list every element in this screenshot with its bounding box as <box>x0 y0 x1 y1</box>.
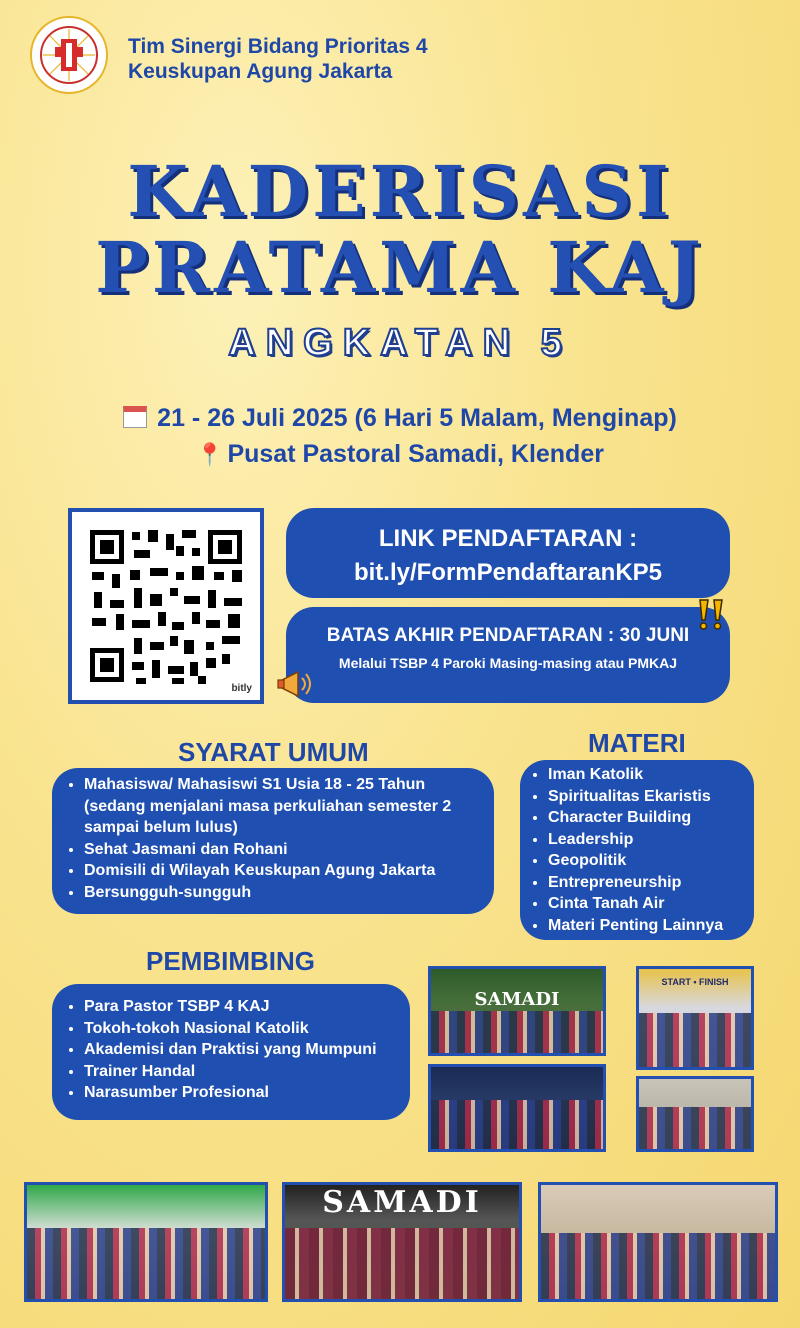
qr-code-icon <box>72 512 260 700</box>
list-item: • Cinta Tanah Air <box>548 893 746 915</box>
start-finish-sign: START • FINISH <box>661 977 729 987</box>
group-crowd <box>285 1228 519 1299</box>
list-item: • Entrepreneurship <box>548 872 746 894</box>
group-crowd <box>431 1100 603 1149</box>
group-crowd <box>639 1013 751 1067</box>
list-item: • Akademisi dan Praktisi yang Mumpuni <box>84 1039 400 1061</box>
event-date-text: 21 - 26 Juli 2025 (6 Hari 5 Malam, Menginap) <box>157 404 677 432</box>
pembimbing-list <box>62 996 400 1104</box>
link-label: LINK PENDAFTARAN : <box>378 525 638 552</box>
list-item: • Materi Penting Lainnya <box>548 915 746 937</box>
list-item: • Mahasiswa/ Mahasiswi S1 Usia 18 - 25 Tahun (sedang menjalani masa perkuliahan semester 2 sampai belum lulus) <box>84 774 484 839</box>
org-line-2: Keuskupan Agung Jakarta <box>128 60 393 83</box>
calendar-icon <box>123 406 147 428</box>
megaphone-icon <box>276 668 316 707</box>
batch-label: ANGKATAN 5 <box>228 322 572 364</box>
list-item: • Sehat Jasmani dan Rohani <box>84 839 484 861</box>
pembimbing-heading: PEMBIMBING <box>146 946 315 976</box>
syarat-list <box>62 774 484 903</box>
list-item: • Para Pastor TSBP 4 KAJ <box>84 996 400 1018</box>
title-line-2: PRATAMA KAJ <box>95 226 705 309</box>
photo-bottom-right <box>538 1182 778 1302</box>
link-url[interactable]: bit.ly/FormPendaftaranKP5 <box>353 559 663 586</box>
registration-qr-code[interactable] <box>68 508 264 704</box>
list-item: • Bersungguh-sungguh <box>84 882 484 904</box>
list-item: • Narasumber Profesional <box>84 1082 400 1104</box>
group-crowd <box>27 1228 265 1299</box>
logo <box>30 16 108 94</box>
photo-start-finish <box>636 966 754 1070</box>
materi-list <box>526 764 746 936</box>
list-item: • Character Building <box>548 807 746 829</box>
list-item: • Trainer Handal <box>84 1061 400 1083</box>
samadi-sign: SAMADI <box>474 989 560 1010</box>
organization-name <box>128 34 428 84</box>
deadline-text: BATAS AKHIR PENDAFTARAN : 30 JUNI <box>326 625 690 646</box>
list-item: • Domisili di Wilayah Keuskupan Agung Jakarta <box>84 860 484 882</box>
syarat-heading: SYARAT UMUM <box>178 737 369 767</box>
event-date <box>0 404 800 433</box>
materi-box <box>520 760 754 940</box>
photo-classroom <box>636 1076 754 1152</box>
materi-heading: MATERI <box>588 728 686 758</box>
pembimbing-box <box>52 984 410 1120</box>
exclamation-icon <box>696 598 726 637</box>
list-item: • Spiritualitas Ekaristis <box>548 786 746 808</box>
list-item: • Leadership <box>548 829 746 851</box>
deadline-pill <box>286 607 730 703</box>
pin-icon: 📍 <box>196 442 224 467</box>
syarat-box <box>52 768 494 914</box>
org-line-1: Tim Sinergi Bidang Prioritas 4 <box>128 35 428 58</box>
samadi-sign: SAMADI <box>322 1185 482 1220</box>
registration-link-pill[interactable] <box>286 508 730 598</box>
event-place <box>0 440 800 469</box>
title-line-1: KADERISASI <box>127 150 673 233</box>
bitly-label: bitly <box>231 683 252 694</box>
deadline-via: Melalui TSBP 4 Paroki Masing-masing atau PMKAJ <box>338 655 678 671</box>
list-item: • Iman Katolik <box>548 764 746 786</box>
photo-bottom-left <box>24 1182 268 1302</box>
photo-group-samadi <box>428 966 606 1056</box>
group-crowd <box>541 1233 775 1299</box>
group-crowd <box>431 1011 603 1053</box>
group-crowd <box>639 1107 751 1149</box>
event-place-text: Pusat Pastoral Samadi, Klender <box>227 440 604 468</box>
cross-emblem-icon <box>39 25 99 85</box>
list-item: • Tokoh-tokoh Nasional Katolik <box>84 1018 400 1040</box>
photo-bottom-middle <box>282 1182 522 1302</box>
list-item: • Geopolitik <box>548 850 746 872</box>
photo-group-night <box>428 1064 606 1152</box>
